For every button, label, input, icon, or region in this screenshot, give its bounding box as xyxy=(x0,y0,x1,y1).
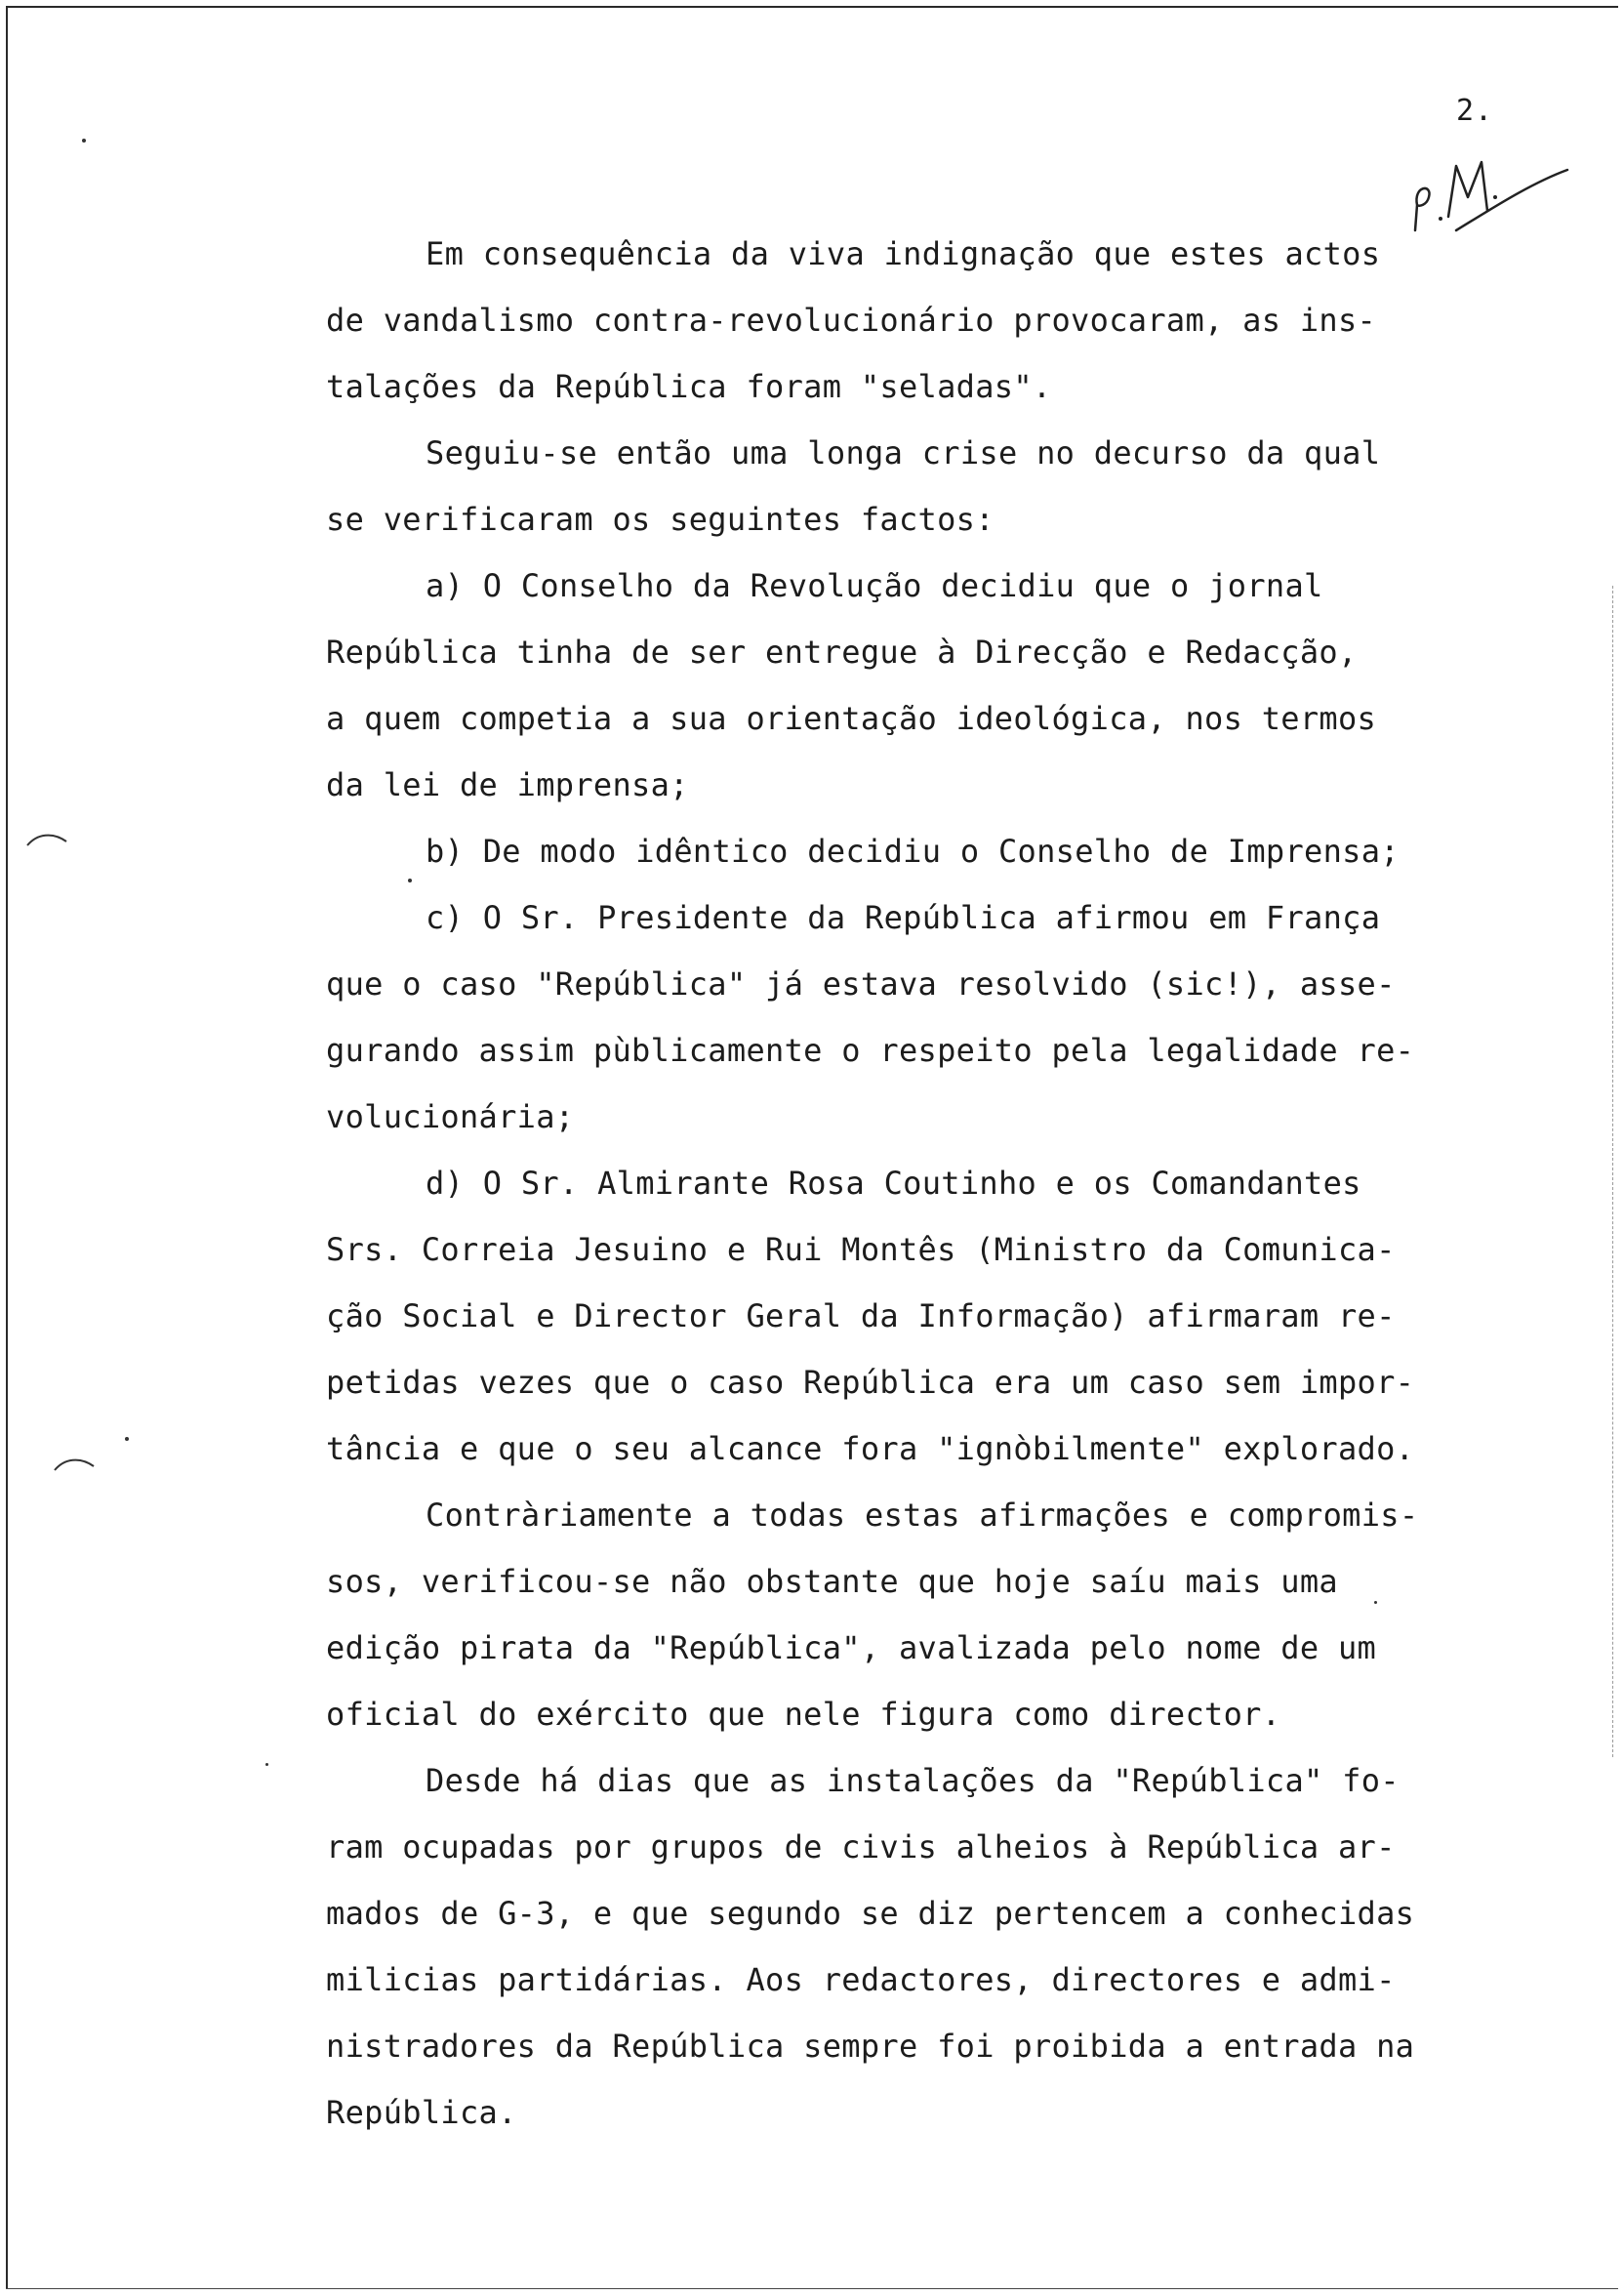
text-line: volucionária; xyxy=(326,1098,575,1135)
page-border-left xyxy=(6,6,8,2288)
text-line: nistradores da República sempre foi proibida a entrada na xyxy=(326,2028,1415,2065)
text-line: d) O Sr. Almirante Rosa Coutinho e os Comandantes xyxy=(426,1165,1361,1202)
text-line: talações da República foram "seladas". xyxy=(326,368,1052,405)
paper-speck xyxy=(1374,1601,1377,1604)
paper-speck xyxy=(125,1437,129,1441)
page-edge-shadow xyxy=(1612,586,1613,1757)
text-line: Seguiu-se então uma longa crise no decurso da qual xyxy=(426,434,1381,472)
text-line: de vandalismo contra-revolucionário provocaram, as ins- xyxy=(326,302,1377,339)
text-line: sos, verificou-se não obstante que hoje saíu mais uma xyxy=(326,1563,1338,1600)
text-line: Srs. Correia Jesuino e Rui Montês (Ministro da Comunica- xyxy=(326,1231,1396,1268)
page-border-top xyxy=(6,6,1618,8)
text-line: c) O Sr. Presidente da República afirmou em França xyxy=(426,899,1381,936)
text-line: petidas vezes que o caso República era um caso sem impor- xyxy=(326,1364,1415,1401)
text-line: mados de G-3, e que segundo se diz pertencem a conhecidas xyxy=(326,1895,1415,1932)
text-line: ram ocupadas por grupos de civis alheios à República ar- xyxy=(326,1828,1396,1866)
paper-speck xyxy=(82,139,86,143)
text-line: b) De modo idêntico decidiu o Conselho de Imprensa; xyxy=(426,833,1400,870)
text-line: a quem competia a sua orientação ideológica, nos termos xyxy=(326,700,1377,737)
text-line: Em consequência da viva indignação que estes actos xyxy=(426,235,1381,272)
text-line: República tinha de ser entregue à Direcção e Redacção, xyxy=(326,634,1358,671)
paper-speck xyxy=(408,879,412,882)
margin-pencil-mark xyxy=(23,828,70,849)
paper-speck xyxy=(265,1763,268,1766)
page-number: 2. xyxy=(1456,94,1494,128)
document-body xyxy=(326,221,1478,2146)
text-line: ção Social e Director Geral da Informação) afirmaram re- xyxy=(326,1297,1396,1334)
margin-pencil-mark xyxy=(51,1453,98,1474)
page-border-bottom xyxy=(6,2288,1618,2289)
text-line: da lei de imprensa; xyxy=(326,766,689,803)
text-line: que o caso "República" já estava resolvido (sic!), asse- xyxy=(326,965,1396,1003)
text-line: Desde há dias que as instalações da "República" fo- xyxy=(426,1762,1400,1799)
text-line: tância e que o seu alcance fora "ignòbilmente" explorado. xyxy=(326,1430,1415,1467)
text-line: edição pirata da "República", avalizada pelo nome de um xyxy=(326,1629,1377,1666)
text-line: se verificaram os seguintes factos: xyxy=(326,501,995,538)
text-line: oficial do exército que nele figura como director. xyxy=(326,1696,1281,1733)
text-line: Contràriamente a todas estas afirmações e compromis- xyxy=(426,1496,1419,1534)
text-line: milicias partidárias. Aos redactores, directores e admi- xyxy=(326,1961,1396,1998)
text-line: República. xyxy=(326,2094,517,2131)
text-line: a) O Conselho da Revolução decidiu que o jornal xyxy=(426,567,1323,604)
text-line: gurando assim pùblicamente o respeito pela legalidade re- xyxy=(326,1032,1415,1069)
